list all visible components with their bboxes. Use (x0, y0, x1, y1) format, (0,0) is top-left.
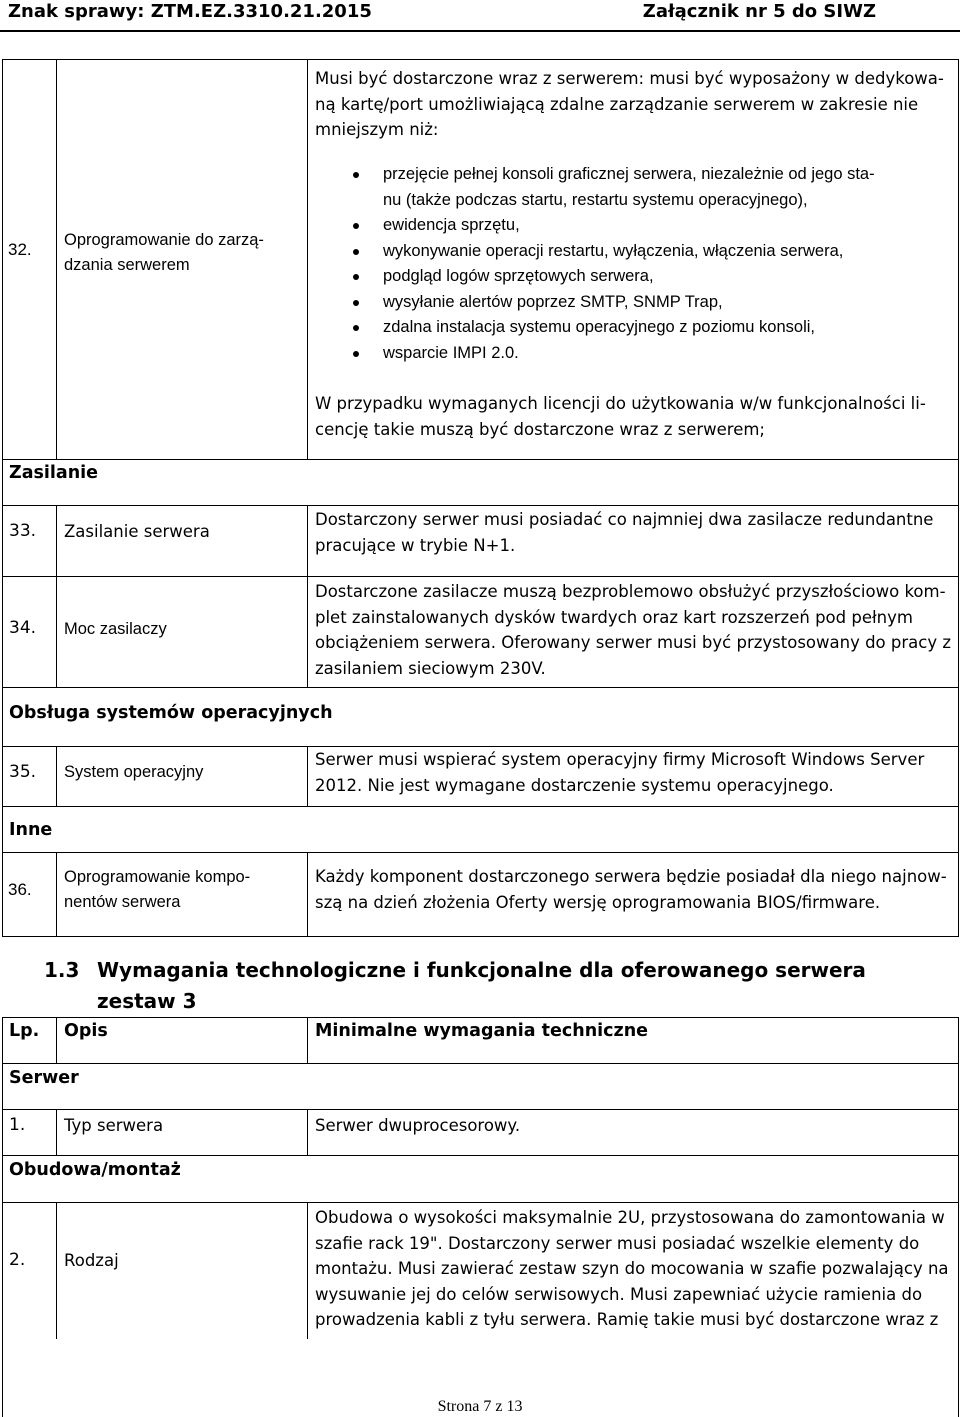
row-label-line: dzania serwerem (64, 256, 190, 274)
text-line: Musi być dostarczone wraz z serwerem: musi być wyposażony w dedykowa- (315, 69, 944, 88)
list-item: wsparcie IMPI 2.0. (315, 341, 875, 367)
row-description (315, 507, 933, 558)
row-number: 36. (8, 880, 32, 899)
column-header-opis: Opis (64, 1021, 108, 1041)
section-heading: Serwer (9, 1068, 79, 1088)
section-title-line: Wymagania technologiczne i funkcjonalne dla oferowanego serwera (97, 958, 866, 982)
text-line: szafie rack 19". Dostarczony serwer musi posiadać wszelkie elementy do (315, 1233, 920, 1253)
row-description-intro (315, 66, 944, 143)
row-number: 35. (9, 762, 37, 782)
section-title-line: zestaw 3 (97, 989, 197, 1013)
row-number: 1. (9, 1115, 26, 1135)
text-line: ną kartę/port umożliwiającą zdalne zarządzanie serwerem w zakresie nie (315, 94, 919, 114)
annex-label: Załącznik nr 5 do SIWZ (642, 1, 876, 22)
list-item: podgląd logów sprzętowych serwera, (315, 264, 875, 290)
row-label: Moc zasilaczy (64, 620, 167, 638)
row-description (315, 747, 924, 798)
section-heading: Zasilanie (9, 463, 99, 483)
text-line: Dostarczony serwer musi posiadać co najmniej dwa zasilacze redundantne (315, 510, 934, 529)
row-number: 32. (8, 240, 32, 259)
text-line: wysuwanie jej do celów serwisowych. Musi zapewniać użycie ramienia do (315, 1284, 923, 1304)
text-line: cencję takie muszą być dostarczone wraz z serwerem; (315, 419, 765, 439)
list-item: ewidencja sprzętu, (315, 213, 875, 239)
list-item: wykonywanie operacji restartu, wyłączenia, włączenia serwera, (315, 239, 875, 265)
text-line: obciążeniem serwera. Oferowany serwer musi być przystosowany do pracy z (315, 633, 952, 652)
page-footer: Strona 7 z 13 (437, 1398, 523, 1415)
row-description (315, 864, 947, 915)
text-line: 2012. Nie jest wymagane dostarczenie systemu operacyjnego. (315, 775, 834, 795)
row-number: 34. (9, 618, 37, 638)
text-line: montażu. Musi zawierać zestaw szyn do mocowania w szafie pozwalający na (315, 1259, 949, 1278)
list-item: zdalna instalacja systemu operacyjnego z poziomu konsoli, (315, 315, 875, 341)
section-title-number: 1.3 (44, 958, 80, 982)
text-line: Dostarczone zasilacze muszą bezproblemowo obsłużyć przyszłościowo kom- (315, 582, 946, 601)
list-item-line: nu (także podczas startu, restartu systemu operacyjnego), (383, 190, 808, 209)
feature-list (315, 162, 875, 366)
row-label (64, 228, 264, 278)
row-number: 33. (9, 521, 37, 541)
text-line: szą na dzień złożenia Oferty wersję oprogramowania BIOS/firmware. (315, 892, 881, 912)
row-label: Zasilanie serwera (64, 522, 210, 541)
section-heading: Obsługa systemów operacyjnych (9, 703, 333, 723)
column-header-lp: Lp. (9, 1021, 40, 1041)
section-heading: Inne (9, 820, 53, 840)
text-line: W przypadku wymaganych licencji do użytkowania w/w funkcjonalności li- (315, 394, 926, 413)
text-line: Każdy komponent dostarczonego serwera będzie posiadał dla niego najnow- (315, 867, 947, 886)
row-label: Rodzaj (64, 1251, 119, 1270)
row-description-outro (315, 391, 926, 442)
row-label-line: Oprogramowanie kompo- (64, 868, 251, 886)
list-item (315, 162, 875, 213)
row-number: 2. (9, 1250, 26, 1270)
list-item-line: przejęcie pełnej konsoli graficznej serwera, niezależnie od jego sta- (383, 165, 875, 183)
row-label-line: Oprogramowanie do zarzą- (64, 231, 264, 249)
case-number: Znak sprawy: ZTM.EZ.3310.21.2015 (8, 1, 372, 22)
row-label: System operacyjny (64, 763, 204, 781)
section-heading: Obudowa/montaż (9, 1160, 181, 1180)
list-item: wysyłanie alertów poprzez SMTP, SNMP Trap, (315, 290, 875, 316)
row-label-line: nentów serwera (64, 893, 181, 911)
row-description (315, 579, 951, 681)
text-line: plet zainstalowanych dysków twardych oraz kart rozszerzeń pod pełnym (315, 607, 913, 627)
text-line: mniejszym niż: (315, 120, 439, 139)
text-line: Obudowa o wysokości maksymalnie 2U, przystosowana do zamontowania w (315, 1208, 945, 1227)
page-header (0, 0, 960, 32)
row-description (315, 1205, 949, 1333)
text-line: prowadzenia kabli z tyłu serwera. Ramię takie musi być dostarczone wraz z (315, 1310, 939, 1329)
text-line: zasilaniem sieciowym 230V. (315, 658, 546, 678)
row-description: Serwer dwuprocesorowy. (315, 1116, 521, 1135)
row-label: Typ serwera (64, 1116, 164, 1135)
column-header-requirements: Minimalne wymagania techniczne (315, 1021, 649, 1041)
row-label (64, 865, 250, 915)
text-line: Serwer musi wspierać system operacyjny firmy Microsoft Windows Server (315, 750, 925, 769)
section-title (97, 955, 866, 1017)
text-line: pracujące w trybie N+1. (315, 535, 516, 555)
